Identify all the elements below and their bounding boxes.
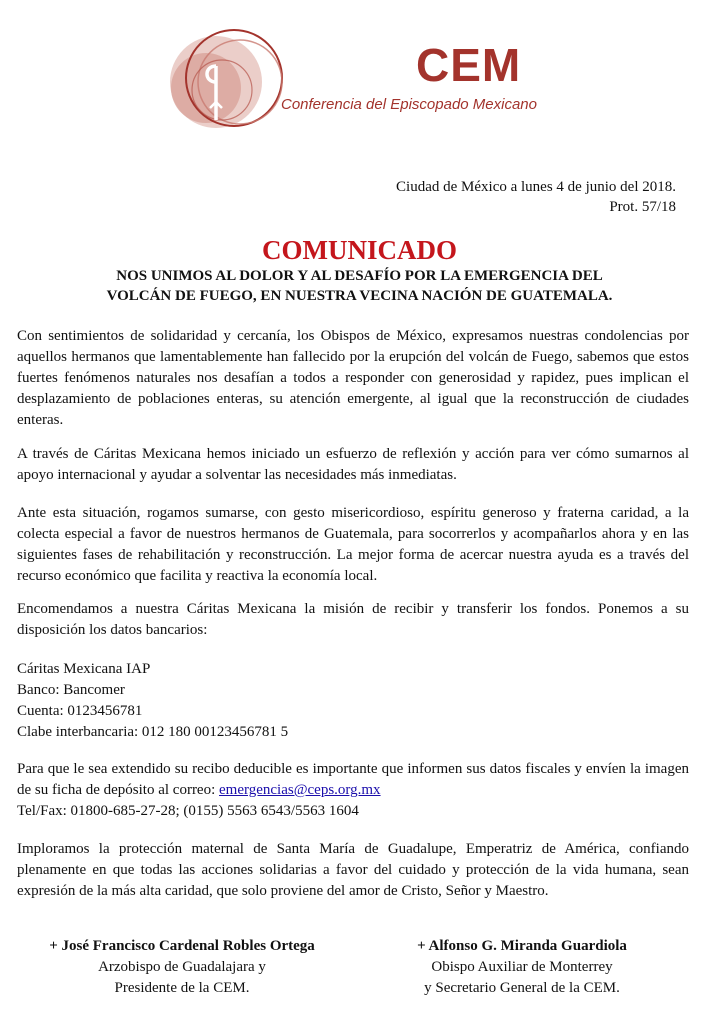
- document-title: COMUNICADO: [262, 235, 457, 265]
- paragraph-closing-prayer: Imploramos la protección maternal de Santa María de Guadalupe, Emperatriz de América, confiando plenamente en que todas las acciones solidarias a favor del cuidado y protección de la vida humana, sean expresión de la más alta caridad, que solo proviene del amor de Cristo, Señor y Maestro.: [17, 841, 689, 899]
- date-line: Ciudad de México a lunes 4 de junio del 2018.: [396, 179, 676, 195]
- paragraph-solidarity: Con sentimientos de solidaridad y cercanía, los Obispos de México, expresamos nuestras condolencias por aquellos hermanos que lamentablemente han fallecido por la erupción del volcán de Fuego, sabemos que estos fuertes fenómenos naturales nos desafían a todos a responder con generosidad y rapidez, pues implican el desplazamiento de poblaciones enteras, su atención emergente, al igual que la reconstrucción de ciudades enteras.: [17, 328, 689, 428]
- logo-full-name: Conferencia del Episcopado Mexicano: [281, 96, 537, 113]
- document-subtitle: [0, 266, 719, 306]
- paragraph-collection-appeal: Ante esta situación, rogamos sumarse, con gesto misericordioso, espíritu generoso y fraterna caridad, a la colecta especial a favor de nuestros hermanos de Guatemala, para socorrerlos y acompañarlos ahora y en las siguientes fases de rehabilitación y reconstrucción. La mejor forma de acercar nuestra ayuda es a través del recurso económico que facilita y reactiva la economía local.: [17, 505, 689, 584]
- signatory-name: + José Francisco Cardenal Robles Ortega: [49, 938, 315, 954]
- paragraph-caritas-effort: A través de Cáritas Mexicana hemos iniciado un esfuerzo de reflexión y acción para ver cómo sumarnos al apoyo internacional y ayudar a solventar las necesidades más inmediatas.: [17, 446, 689, 483]
- bank-details: [17, 659, 288, 743]
- tax-receipt-text: Para que le sea extendido su recibo deducible es importante que informen sus datos fiscales y envíen la imagen de su ficha de depósito al correo:: [17, 761, 689, 798]
- signature-left: [22, 936, 342, 999]
- signatory-name: + Alfonso G. Miranda Guardiola: [417, 938, 627, 954]
- subtitle-line-1: NOS UNIMOS AL DOLOR Y AL DESAFÍO POR LA EMERGENCIA DEL: [116, 268, 603, 284]
- logo-acronym: CEM: [416, 39, 522, 91]
- signatory-role: Arzobispo de Guadalajara y: [98, 959, 266, 975]
- dateline: [396, 177, 676, 217]
- subtitle-line-2: VOLCÁN DE FUEGO, EN NUESTRA VECINA NACIÓN DE GUATEMALA.: [106, 288, 613, 304]
- paragraph-tax-receipt: [17, 759, 689, 822]
- bank-clabe: Clabe interbancaria: 012 180 00123456781 5: [17, 724, 289, 740]
- signatory-role: Presidente de la CEM.: [114, 980, 250, 996]
- cem-logo: [160, 20, 537, 130]
- phone-line: Tel/Fax: 01800-685-27-28; (0155) 5563 6543/5563 1604: [17, 803, 359, 819]
- bank-institution: Cáritas Mexicana IAP: [17, 661, 151, 677]
- bank-account: Cuenta: 0123456781: [17, 703, 143, 719]
- paragraph-funds-transfer: Encomendamos a nuestra Cáritas Mexicana la misión de recibir y transferir los fondos. Ponemos a su disposición los datos bancarios:: [17, 601, 689, 638]
- signatory-role: y Secretario General de la CEM.: [424, 980, 620, 996]
- signatory-role: Obispo Auxiliar de Monterrey: [431, 959, 613, 975]
- protocol-number: Prot. 57/18: [609, 199, 676, 215]
- email-link[interactable]: emergencias@ceps.org.mx: [219, 782, 381, 798]
- bank-name: Banco: Bancomer: [17, 682, 125, 698]
- signature-right: [362, 936, 682, 999]
